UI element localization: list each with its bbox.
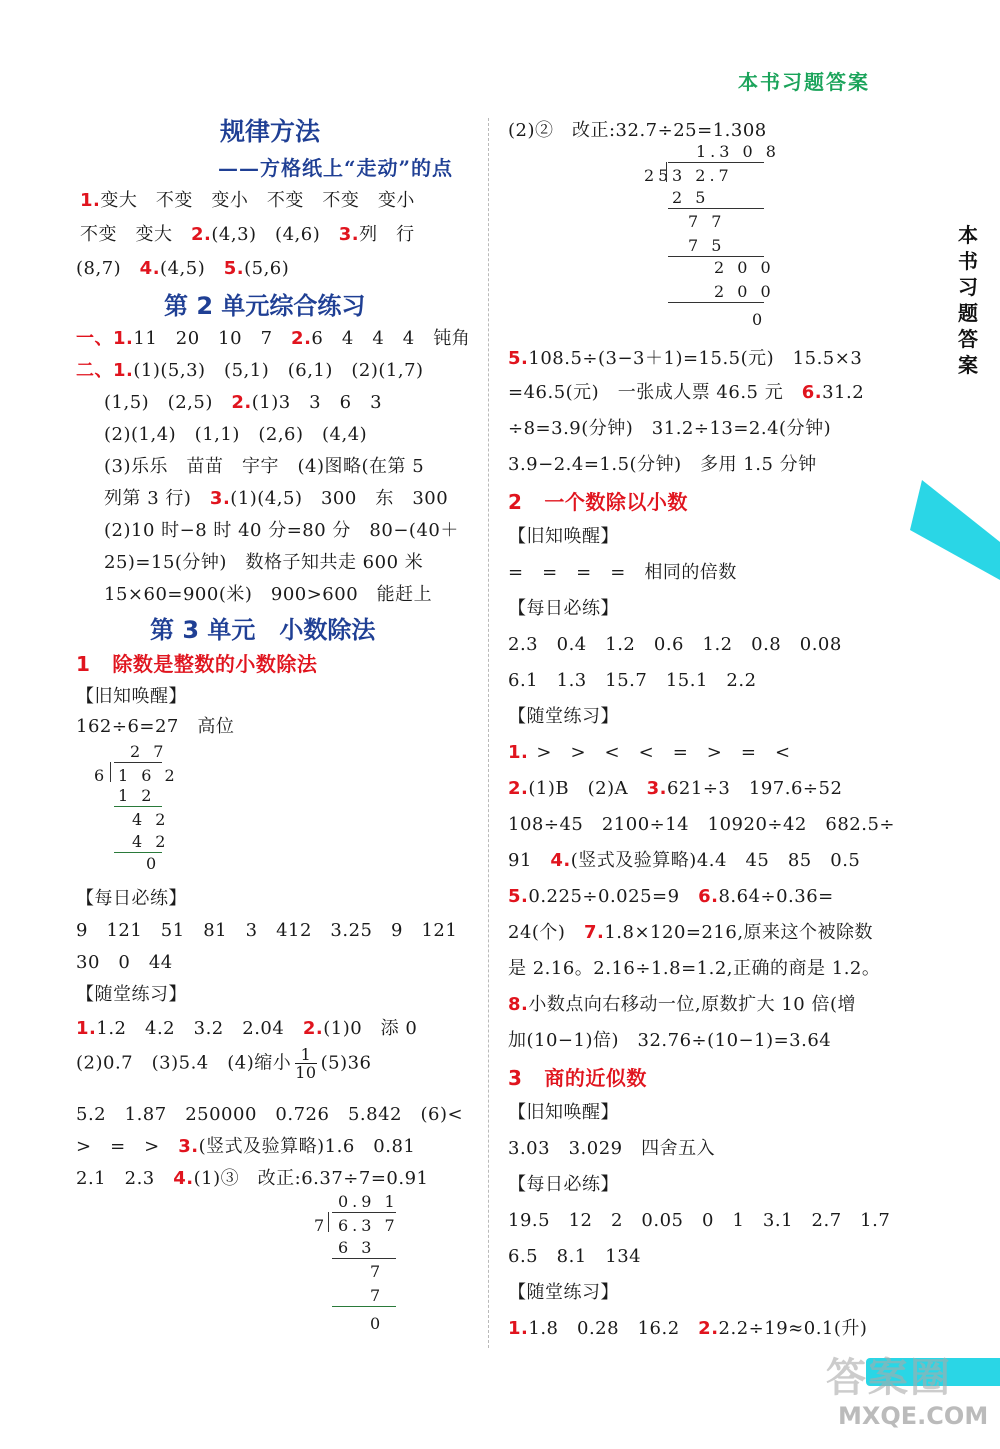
- item-number: 8.: [508, 994, 529, 1015]
- item-number: 2.: [302, 1018, 324, 1039]
- item-number: 6.: [698, 886, 719, 907]
- item-number: 2.: [231, 392, 252, 413]
- answer-text: 621÷3 197.6÷52: [666, 778, 843, 799]
- answer-line: (2)(1,4) (1,1) (2,6) (4,4): [104, 424, 368, 445]
- item-number: 5.: [508, 348, 529, 369]
- answer-line: [76, 1014, 417, 1040]
- answer-line: 108÷45 2100÷14 10920÷42 682.5÷: [508, 814, 895, 835]
- answer-line: ÷8=3.9(分钟) 31.2÷13=2.4(分钟): [508, 418, 832, 439]
- remainder: 7: [370, 1262, 385, 1281]
- side-tab-char: 习: [958, 275, 978, 299]
- part-label: 二、: [76, 360, 113, 381]
- section-number: 2: [508, 490, 523, 514]
- item-number: 7.: [583, 922, 605, 943]
- answer-text: 2.2÷19≈0.1(升): [718, 1318, 868, 1339]
- answer-line: (3)乐乐 苗苗 宇宇 (4)图略(在第 5: [104, 456, 425, 477]
- section-name: 商的近似数: [544, 1066, 647, 1090]
- remainder: 0: [146, 854, 161, 873]
- answer-text: (2)0.7 (3)5.4 (4)缩小: [76, 1052, 292, 1074]
- answer-text: 31.2: [822, 382, 865, 403]
- answer-line: 6.5 8.1 134: [508, 1246, 642, 1267]
- answer-line: [508, 738, 791, 764]
- bracket-label: 【旧知唤醒】: [508, 526, 619, 547]
- answer-text: (1)③ 改正:6.37÷7=0.91: [193, 1168, 429, 1189]
- answer-text: (1)(5,3) (5,1) (6,1) (2)(1,7): [133, 360, 424, 381]
- answer-line: [508, 344, 862, 370]
- item-number: 4.: [139, 258, 161, 279]
- answer-text: 8.64÷0.36=: [718, 886, 834, 907]
- answer-text: 2.1 2.3: [76, 1168, 174, 1189]
- item-number: 2.: [191, 224, 212, 245]
- bracket-label: 【随堂练习】: [76, 984, 187, 1005]
- item-number: 1.: [113, 360, 134, 381]
- item-number: 5.: [508, 886, 529, 907]
- answer-text: 1.8 0.28 16.2: [528, 1318, 699, 1339]
- answer-line: [508, 882, 834, 908]
- bracket-label: 【随堂练习】: [508, 1282, 619, 1303]
- item-number: 1.: [508, 1318, 529, 1339]
- answer-text: 108.5÷(3−3＋1)=15.5(元) 15.5×3: [528, 348, 863, 369]
- bracket-label: 【每日必练】: [508, 598, 619, 619]
- remainder: 4 2: [132, 810, 170, 829]
- answer-line: [76, 324, 470, 350]
- fraction: [295, 1046, 316, 1081]
- right-column: [508, 0, 908, 1449]
- answer-text: (1)3 3 6 3: [251, 392, 383, 413]
- item-number: 1.: [76, 1018, 97, 1039]
- remainder: 7 7: [688, 212, 726, 231]
- side-tab-char: 答: [958, 327, 978, 351]
- answer-text: 变大 不变 变小 不变 不变 变小: [100, 190, 415, 211]
- heading-guilv: 规律方法: [220, 117, 321, 146]
- answer-text: (1)0 添 0: [323, 1018, 418, 1039]
- fraction-numerator: 1: [295, 1046, 316, 1064]
- item-number: 5.: [223, 258, 245, 279]
- dividend: 3 2.7: [672, 166, 733, 185]
- dividend: 6.3 7: [338, 1216, 399, 1235]
- divisor: 7: [314, 1216, 329, 1235]
- answer-line: 2.3 0.4 1.2 0.6 1.2 0.8 0.08: [508, 634, 842, 655]
- fraction-denominator: 10: [295, 1063, 317, 1082]
- bracket-label: 【旧知唤醒】: [508, 1102, 619, 1123]
- answer-line: 15×60=900(米) 900>600 能赶上: [104, 584, 433, 605]
- answer-text: (5)36: [320, 1052, 372, 1074]
- answer-text: 91: [508, 850, 551, 871]
- subtrahend: 1 2: [118, 786, 156, 805]
- item-number: 4.: [173, 1168, 194, 1189]
- long-division: [312, 1190, 412, 1338]
- answer-text: (1)B (2)A: [528, 778, 647, 799]
- answer-line: [508, 846, 860, 872]
- answer-line: 9 121 51 81 3 412 3.25 9 121: [76, 920, 458, 941]
- section-name: 一个数除以小数: [544, 490, 688, 514]
- item-number: 2.: [698, 1318, 719, 1339]
- left-column: [76, 0, 481, 1449]
- item-number: 1.: [80, 190, 101, 211]
- bracket-label: 【旧知唤醒】: [76, 686, 187, 707]
- long-division: [644, 140, 780, 330]
- answer-line: 162÷6=27 高位: [76, 716, 235, 737]
- divisor: 6: [94, 766, 109, 785]
- answer-line: [508, 990, 856, 1016]
- answer-line: [104, 388, 382, 414]
- section-title: [508, 1062, 647, 1091]
- answer-text: (4,5): [160, 258, 224, 279]
- section-number: 3: [508, 1066, 523, 1090]
- side-tab: [950, 222, 986, 378]
- side-tab-char: 书: [958, 249, 978, 273]
- answer-line: [76, 1132, 415, 1158]
- answer-line: 3.03 3.029 四舍五入: [508, 1138, 716, 1159]
- cyan-ribbon-decoration: [910, 480, 1000, 600]
- answer-line: 是 2.16。2.16÷1.8=1.2,正确的商是 1.2。: [508, 958, 881, 979]
- answer-text: 6 4 4 4 钝角: [311, 328, 471, 349]
- remainder: 0: [752, 310, 767, 329]
- item-number: 1.: [508, 742, 529, 763]
- answer-text: 24(个): [508, 922, 584, 943]
- answer-text: 小数点向右移动一位,原数扩大 10 倍(增: [528, 994, 856, 1015]
- answer-text: (4,3) (4,6): [211, 224, 339, 245]
- answer-line: [508, 1314, 867, 1340]
- section-name: 除数是整数的小数除法: [112, 652, 318, 676]
- answer-text: 1.8×120=216,原来这个被除数: [604, 922, 874, 943]
- side-tab-char: 本: [958, 223, 978, 247]
- answer-text: 11 20 10 7: [133, 328, 292, 349]
- remainder: 0: [370, 1314, 385, 1333]
- answer-line: [80, 186, 415, 212]
- bracket-label: 【随堂练习】: [508, 706, 619, 727]
- column-divider: [488, 118, 489, 1348]
- answer-text: > > < < = > = <: [536, 742, 791, 763]
- bracket-label: 【每日必练】: [508, 1174, 619, 1195]
- answer-line: 3.9−2.4=1.5(分钟) 多用 1.5 分钟: [508, 454, 817, 475]
- answer-text: (竖式及验算略)4.4 45 85 0.5: [570, 850, 861, 871]
- answer-line: [104, 484, 448, 510]
- answer-text: =46.5(元) 一张成人票 46.5 元: [508, 382, 802, 403]
- answer-text: (5,6): [244, 258, 290, 279]
- heading-unit2: 第 2 单元综合练习: [164, 292, 366, 320]
- answer-line: (2)10 时−8 时 40 分=80 分 80−(40＋: [104, 520, 459, 541]
- answer-text: 1.2 4.2 3.2 2.04: [96, 1018, 303, 1039]
- side-tab-char: 题: [958, 301, 978, 325]
- answer-text: 列 行: [359, 224, 415, 245]
- part-label: 一、: [76, 328, 113, 349]
- quotient: 0.9 1: [338, 1192, 399, 1211]
- answer-line: 30 0 44: [76, 952, 173, 973]
- side-tab-char: 案: [958, 353, 978, 377]
- item-number: 2.: [508, 778, 529, 799]
- answer-line: [76, 1164, 428, 1190]
- subtrahend: 2 0 0: [714, 282, 775, 301]
- answer-line: 加(10−1)倍) 32.76÷(10−1)=3.64: [508, 1030, 832, 1051]
- divisor: 25: [644, 166, 673, 185]
- item-number: 1.: [113, 328, 134, 349]
- answer-line: [508, 378, 864, 404]
- section-number: 1: [76, 652, 91, 676]
- answer-text: (竖式及验算略)1.6 0.81: [198, 1136, 416, 1157]
- item-number: 3.: [209, 488, 231, 509]
- quotient: 1.3 0 8: [696, 142, 780, 161]
- answer-text: 不变 变大: [80, 224, 191, 245]
- answer-text: (8,7): [76, 258, 140, 279]
- header-title: 本书习题答案: [738, 70, 870, 94]
- subtrahend: 7 5: [688, 236, 726, 255]
- watermark-url: MXQE.COM: [838, 1402, 989, 1430]
- answer-text: 0.225÷0.025=9: [528, 886, 699, 907]
- heading-unit3: 第 3 单元 小数除法: [150, 616, 376, 644]
- section-title: [76, 648, 317, 677]
- answer-text: (1,5) (2,5): [104, 392, 232, 413]
- section-title: [508, 486, 688, 515]
- subheading-grid: ——方格纸上“走动”的点: [218, 156, 454, 180]
- answer-line: 5.2 1.87 250000 0.726 5.842 (6)<: [76, 1104, 464, 1125]
- subtrahend: 6 3: [338, 1238, 376, 1257]
- answer-text: 列第 3 行): [104, 488, 210, 509]
- item-number: 3.: [646, 778, 667, 799]
- answer-line: 6.1 1.3 15.7 15.1 2.2: [508, 670, 757, 691]
- quotient: 2 7: [130, 742, 168, 761]
- answer-line: [76, 254, 289, 280]
- answer-line: 25)=15(分钟) 数格子知共走 600 米: [104, 552, 424, 573]
- watermark-logo: 答案圈: [826, 1355, 952, 1401]
- answer-line: = = = = 相同的倍数: [508, 562, 737, 583]
- answer-line: [76, 356, 424, 382]
- item-number: 4.: [550, 850, 571, 871]
- answer-text: (1)(4,5) 300 东 300: [230, 488, 449, 509]
- item-number: 2.: [291, 328, 312, 349]
- bracket-label: 【每日必练】: [76, 888, 187, 909]
- answer-line: (2)② 改正:32.7÷25=1.308: [508, 120, 767, 141]
- answer-line: [508, 774, 842, 800]
- answer-text: > = >: [76, 1136, 179, 1157]
- dividend: 1 6 2: [118, 766, 179, 785]
- item-number: 3.: [338, 224, 360, 245]
- answer-line: [508, 918, 873, 944]
- answer-line: 19.5 12 2 0.05 0 1 3.1 2.7 1.7: [508, 1210, 891, 1231]
- item-number: 3.: [178, 1136, 199, 1157]
- subtrahend: 7: [370, 1286, 385, 1305]
- answer-line: [80, 220, 415, 246]
- remainder: 2 0 0: [714, 258, 775, 277]
- item-number: 6.: [801, 382, 823, 403]
- answer-line: [76, 1046, 372, 1081]
- subtrahend: 4 2: [132, 832, 170, 851]
- subtrahend: 2 5: [672, 188, 710, 207]
- long-division: [94, 740, 184, 876]
